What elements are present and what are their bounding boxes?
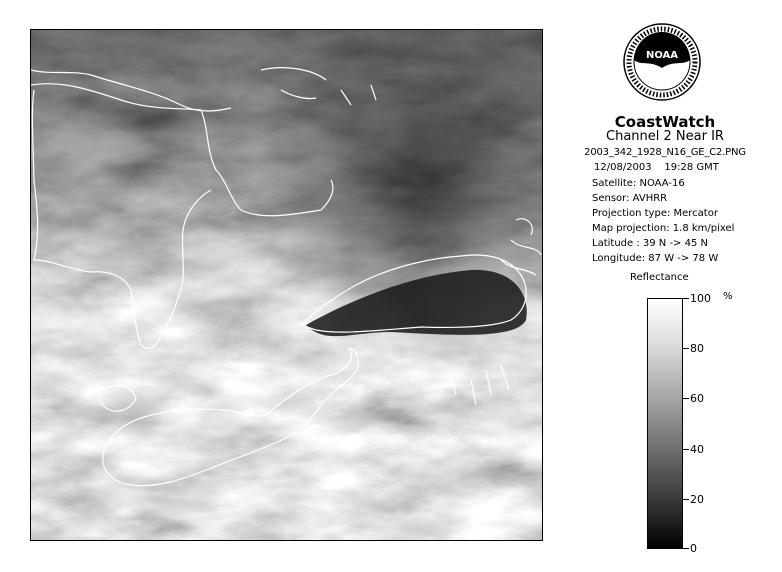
colorbar-tick-80 [683,348,689,349]
brand-title: CoastWatch [614,113,716,131]
map-projection-label: Map projection: 1.8 km/pixel [592,223,735,234]
time-label: 19:28 GMT [664,162,719,173]
date-label: 12/08/2003 [594,162,652,173]
colorbar-label-0: 0 [690,542,697,555]
latitude-label: Latitude : 39 N -> 45 N [592,238,708,249]
noaa-logo [622,22,702,102]
colorbar-tick-60 [683,398,689,399]
colorbar-tick-20 [683,499,689,500]
colorbar-unit: % [723,291,733,302]
projection-type-label: Projection type: Mercator [592,208,718,219]
colorbar-title: Reflectance [630,272,689,283]
colorbar-label-40: 40 [690,443,704,456]
colorbar-label-20: 20 [690,493,704,506]
noaa-seal-icon [622,22,702,102]
channel-label: Channel 2 Near IR [606,129,724,144]
colorbar-label-80: 80 [690,342,704,355]
filename-label: 2003_342_1928_N16_GE_C2.PNG [584,147,746,158]
longitude-label: Longitude: 87 W -> 78 W [592,253,719,264]
colorbar-tick-40 [683,449,689,450]
colorbar-tick-100 [683,298,689,299]
colorbar-label-100: 100 [690,292,711,305]
satellite-label: Satellite: NOAA-16 [592,178,685,189]
colorbar-label-60: 60 [690,392,704,405]
colorbar-tick-0 [683,548,689,549]
colorbar [647,298,683,549]
logo-text: NOAA [645,50,679,61]
satellite-image [30,29,543,541]
sensor-label: Sensor: AVHRR [592,193,668,204]
satellite-image-svg [31,30,543,541]
date-time-row [594,162,719,173]
